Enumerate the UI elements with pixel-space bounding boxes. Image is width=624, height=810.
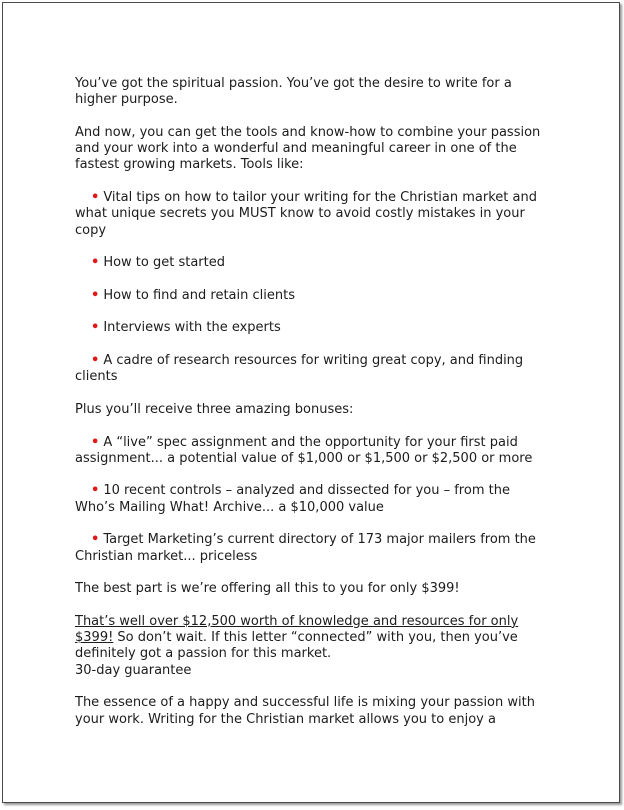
- bonus-item: • Target Marketing’s current directory of 173 major mailers from the Christian market... priceless: [75, 532, 536, 564]
- letter-body: [75, 76, 553, 744]
- bullet-icon: •: [91, 320, 100, 336]
- value-underlined-text: That’s well over $12,500 worth of knowledge and resources for only $399!: [75, 613, 519, 646]
- tool-item: • How to get started: [91, 255, 225, 271]
- value-paragraph: [75, 614, 553, 663]
- bullet-icon: •: [91, 483, 100, 499]
- best-part-paragraph: The best part is we’re offering all this to you for only $399!: [75, 581, 460, 597]
- value-rest-text: So don’t wait. If this letter “connected” with you, then you’ve definitely got a passion for this market.: [75, 630, 518, 662]
- bullet-icon: •: [91, 434, 100, 450]
- bullet-icon: •: [91, 532, 100, 548]
- bullet-icon: •: [91, 190, 100, 206]
- tool-item: • Interviews with the experts: [91, 320, 281, 336]
- bullet-icon: •: [91, 287, 100, 303]
- closing-paragraph: The essence of a happy and successful life is mixing your passion with your work. Writing for the Christian market allows you to enjoy a: [75, 695, 535, 727]
- document-page: [2, 2, 620, 803]
- bonus-intro: Plus you’ll receive three amazing bonuses:: [75, 401, 354, 417]
- intro-paragraph: You’ve got the spiritual passion. You’ve got the desire to write for a higher purpose.: [75, 76, 512, 108]
- tool-item: • A cadre of research resources for writing great copy, and finding clients: [75, 353, 524, 385]
- bonus-item: • A “live” spec assignment and the opportunity for your first paid assignment... a potential value of $1,000 or $1,500 or $2,500 or more: [75, 434, 533, 466]
- bullet-icon: •: [91, 255, 100, 271]
- pitch-paragraph: And now, you can get the tools and know-how to combine your passion and your work into a wonderful and meaningful career in one of the fastest growing markets. Tools like:: [75, 124, 541, 173]
- bullet-icon: •: [91, 353, 100, 369]
- guarantee-line: 30-day guarantee: [75, 662, 192, 678]
- bonus-item: • 10 recent controls – analyzed and dissected for you – from the Who’s Mailing What! Archive... a $10,000 value: [75, 483, 510, 515]
- tool-item: • Vital tips on how to tailor your writing for the Christian market and what unique secrets you MUST know to avoid costly mistakes in your copy: [75, 190, 537, 238]
- tool-item: • How to find and retain clients: [91, 287, 295, 303]
